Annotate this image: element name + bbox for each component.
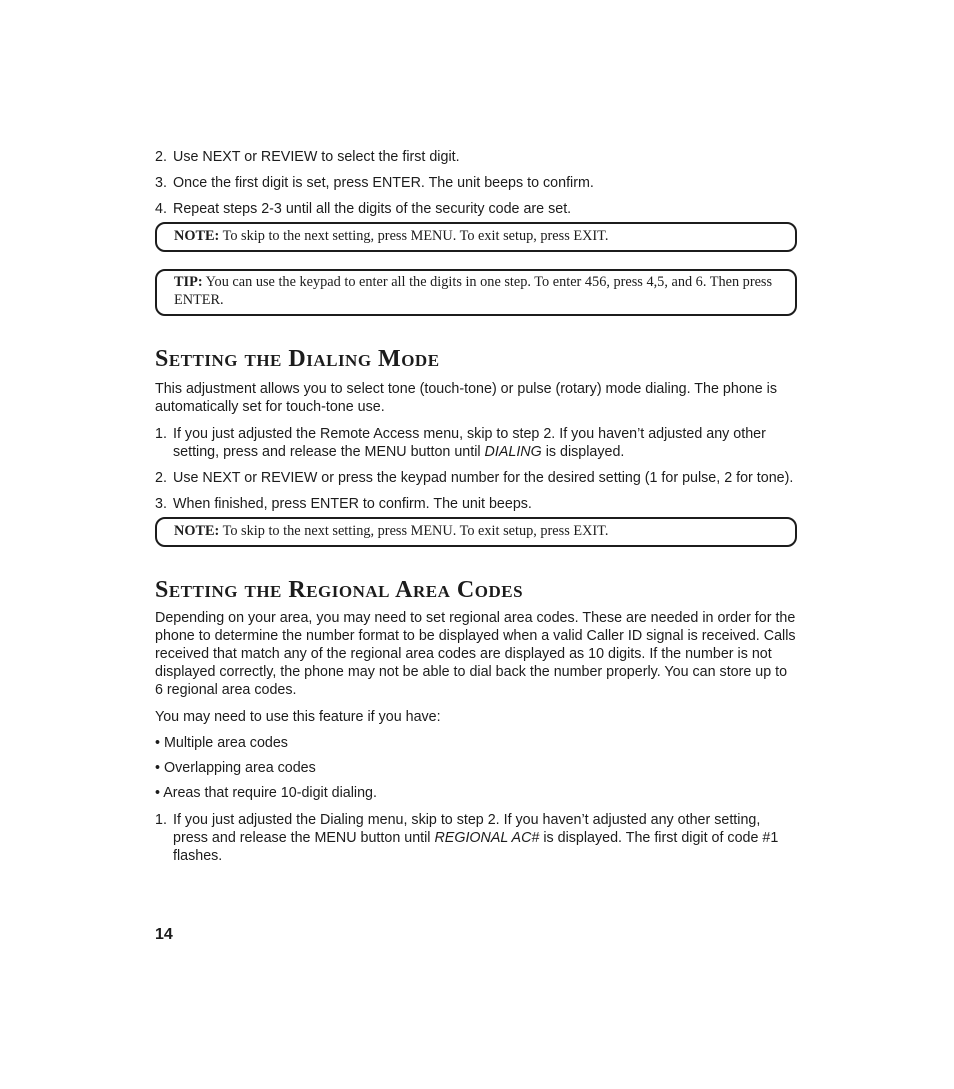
- dialing-step-2: 2. Use NEXT or REVIEW or press the keypad number for the desired setting (1 for pulse, 2 for tone).: [155, 470, 794, 486]
- dialing-mode-intro: This adjustment allows you to select tone (touch-tone) or pulse (rotary) mode dialing. The phone is automatically set for touch-tone use.: [155, 381, 777, 415]
- dialing-step-3: 3. When finished, press ENTER to confirm. The unit beeps.: [155, 496, 532, 512]
- note-text: To skip to the next setting, press MENU. To exit setup, press EXIT.: [219, 228, 609, 244]
- tip-box: [155, 269, 797, 316]
- note-box-2: [155, 517, 797, 547]
- note-label: NOTE:: [174, 228, 220, 244]
- note-label: NOTE:: [174, 523, 220, 539]
- note-box: [155, 222, 797, 252]
- bullet-overlapping-area-codes: • Overlapping area codes: [155, 760, 316, 776]
- note-text: To skip to the next setting, press MENU. To exit setup, press EXIT.: [219, 523, 609, 539]
- page-number: 14: [155, 926, 173, 943]
- section-heading-regional-area-codes: Setting the Regional Area Codes: [155, 577, 524, 603]
- step-3-confirm-digit: 3. Once the first digit is set, press ENTER. The unit beeps to confirm.: [155, 175, 594, 191]
- tip-label: TIP:: [174, 274, 203, 290]
- tip-text: You can use the keypad to enter all the digits in one step. To enter 456, press 4,5, and 6. Then press ENTER.: [174, 274, 773, 308]
- step-2-select-digit: 2. Use NEXT or REVIEW to select the first digit.: [155, 149, 460, 165]
- regional-intro: Depending on your area, you may need to set regional area codes. These are needed in order for the phone to determine the number format to be displayed when a valid Caller ID signal is received. Calls received that match any of the regional area codes are displayed as 10 digits. If the number is not displayed correctly, the phone may not be able to dial back the number properly. You can store up to 6 regional area codes.: [155, 610, 796, 698]
- bullet-multiple-area-codes: • Multiple area codes: [155, 735, 288, 751]
- regional-need: You may need to use this feature if you have:: [155, 709, 441, 725]
- step-4-repeat: 4. Repeat steps 2-3 until all the digits of the security code are set.: [155, 201, 572, 217]
- regional-step-1: 1. If you just adjusted the Dialing menu, skip to step 2. If you haven’t adjusted any other setting, press and release the MENU button until REGIONAL AC# is displayed. The first digit of code #1 flashes.: [155, 812, 779, 864]
- bullet-10-digit-dialing: • Areas that require 10-digit dialing.: [155, 785, 377, 801]
- dialing-step-1: 1. If you just adjusted the Remote Access menu, skip to step 2. If you haven’t adjusted any other setting, press and release the MENU button until DIALING is displayed.: [155, 426, 766, 460]
- manual-page: [155, 148, 797, 873]
- section-heading-dialing-mode: Setting the Dialing Mode: [155, 346, 440, 372]
